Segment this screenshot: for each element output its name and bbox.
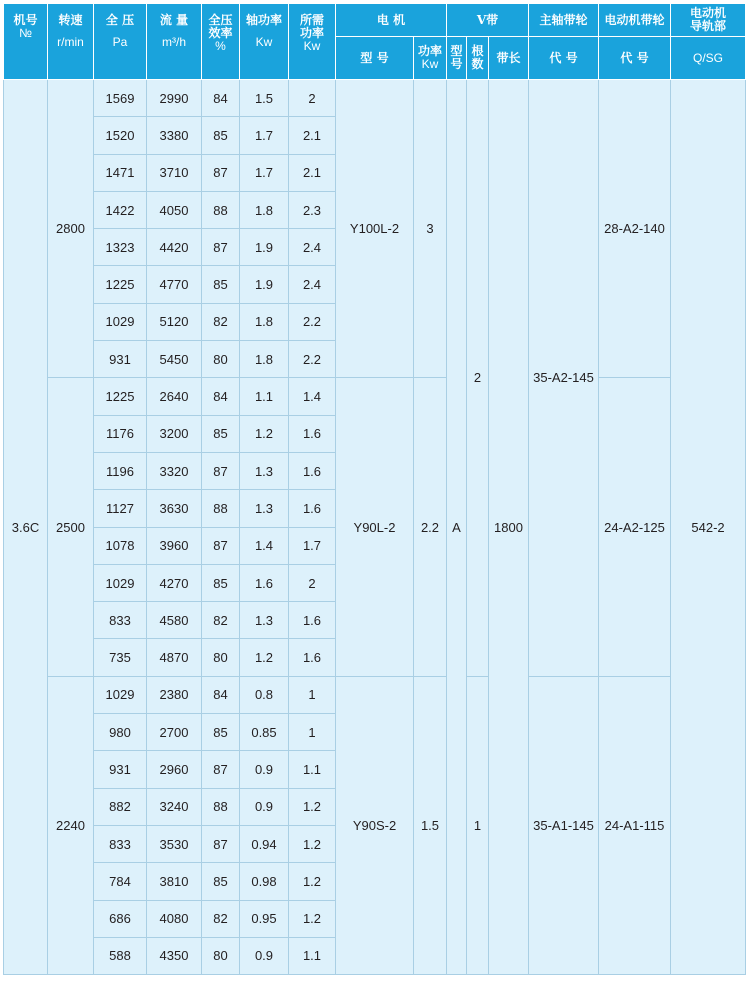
required-power-cell: 1.2 [289, 825, 336, 862]
efficiency-cell: 87 [202, 452, 240, 489]
header-required-power-unit: Kw [303, 39, 321, 53]
efficiency-cell: 88 [202, 490, 240, 527]
flow-cell: 3200 [147, 415, 202, 452]
header-required-power-label-2: 功率 [299, 26, 324, 40]
speed-cell: 2800 [48, 80, 94, 378]
header-pressure-label: 全 压 [105, 13, 135, 27]
flow-cell: 2990 [147, 80, 202, 117]
speed-cell: 2500 [48, 378, 94, 676]
pressure-cell: 1176 [94, 415, 147, 452]
efficiency-cell: 87 [202, 751, 240, 788]
pressure-cell: 1029 [94, 564, 147, 601]
model-no-cell: 3.6C [4, 80, 48, 975]
shaft-power-cell: 0.98 [240, 863, 289, 900]
required-power-cell: 1.6 [289, 452, 336, 489]
fan-spec-sheet [3, 3, 745, 1001]
belt-count-cell: 1 [467, 676, 489, 974]
main-pulley-cell: 35-A1-145 [529, 676, 599, 974]
shaft-power-cell: 1.4 [240, 527, 289, 564]
header-shaft-power-unit: Kw [255, 35, 273, 49]
header-rail-label-2: 导轨部 [689, 19, 726, 33]
efficiency-cell: 85 [202, 266, 240, 303]
efficiency-cell: 80 [202, 937, 240, 974]
required-power-cell: 1.2 [289, 788, 336, 825]
required-power-cell: 1.1 [289, 937, 336, 974]
shaft-power-cell: 1.7 [240, 117, 289, 154]
header-pressure [94, 4, 147, 80]
header-belt-count [467, 37, 489, 80]
flow-cell: 2700 [147, 714, 202, 751]
header-pressure-unit: Pa [112, 35, 128, 49]
pressure-cell: 1520 [94, 117, 147, 154]
shaft-power-cell: 1.3 [240, 602, 289, 639]
header-flow-label: 流 量 [159, 13, 189, 27]
pressure-cell: 1569 [94, 80, 147, 117]
belt-count-cell: 2 [467, 80, 489, 677]
motor-power-cell: 2.2 [414, 378, 447, 676]
flow-cell: 4420 [147, 229, 202, 266]
efficiency-cell: 84 [202, 378, 240, 415]
required-power-cell: 2.4 [289, 266, 336, 303]
header-model-no-symbol: № [19, 26, 32, 40]
efficiency-cell: 82 [202, 602, 240, 639]
flow-cell: 4050 [147, 191, 202, 228]
shaft-power-cell: 0.9 [240, 937, 289, 974]
required-power-cell: 2.2 [289, 341, 336, 378]
shaft-power-cell: 0.94 [240, 825, 289, 862]
required-power-cell: 1 [289, 676, 336, 713]
efficiency-cell: 80 [202, 639, 240, 676]
header-motor-model: 型 号 [336, 37, 414, 80]
efficiency-cell: 84 [202, 80, 240, 117]
flow-cell: 3960 [147, 527, 202, 564]
pressure-cell: 735 [94, 639, 147, 676]
efficiency-cell: 87 [202, 527, 240, 564]
header-required-power [289, 4, 336, 80]
header-flow [147, 4, 202, 80]
pressure-cell: 882 [94, 788, 147, 825]
motor-pulley-cell: 28-A2-140 [599, 80, 671, 378]
shaft-power-cell: 1.9 [240, 266, 289, 303]
pressure-cell: 931 [94, 751, 147, 788]
header-motor-pulley: 电动机带轮 [599, 4, 671, 37]
shaft-power-cell: 1.5 [240, 80, 289, 117]
header-motor-power-unit: Kw [421, 57, 439, 71]
flow-cell: 3810 [147, 863, 202, 900]
header-speed-label: 转速 [58, 13, 83, 27]
efficiency-cell: 85 [202, 714, 240, 751]
required-power-cell: 1.6 [289, 415, 336, 452]
shaft-power-cell: 0.9 [240, 751, 289, 788]
efficiency-cell: 87 [202, 229, 240, 266]
motor-model-cell: Y100L-2 [336, 80, 414, 378]
pressure-cell: 1225 [94, 378, 147, 415]
main-pulley-cell: 35-A2-145 [529, 80, 599, 677]
header-rail-code: Q/SG [671, 37, 746, 80]
header-efficiency-label-1: 全压 [208, 13, 233, 27]
shaft-power-cell: 1.3 [240, 490, 289, 527]
shaft-power-cell: 1.6 [240, 564, 289, 601]
header-vbelt: V带 [447, 4, 529, 37]
pressure-cell: 784 [94, 863, 147, 900]
header-efficiency [202, 4, 240, 80]
pressure-cell: 1422 [94, 191, 147, 228]
table-body [4, 80, 746, 975]
efficiency-cell: 88 [202, 788, 240, 825]
header-efficiency-label-2: 效率 [208, 26, 233, 40]
motor-pulley-cell: 24-A2-125 [599, 378, 671, 676]
required-power-cell: 2.1 [289, 154, 336, 191]
motor-model-cell: Y90L-2 [336, 378, 414, 676]
motor-model-cell: Y90S-2 [336, 676, 414, 974]
header-belt-type-1: 型 [450, 44, 463, 58]
required-power-cell: 2.3 [289, 191, 336, 228]
efficiency-cell: 87 [202, 825, 240, 862]
header-shaft-power [240, 4, 289, 80]
flow-cell: 5450 [147, 341, 202, 378]
pressure-cell: 980 [94, 714, 147, 751]
required-power-cell: 1.7 [289, 527, 336, 564]
shaft-power-cell: 1.9 [240, 229, 289, 266]
header-motor-power-label: 功率 [417, 44, 442, 58]
required-power-cell: 1.6 [289, 602, 336, 639]
required-power-cell: 1.2 [289, 900, 336, 937]
header-speed [48, 4, 94, 80]
header-rail [671, 4, 746, 37]
required-power-cell: 1 [289, 714, 336, 751]
pressure-cell: 588 [94, 937, 147, 974]
required-power-cell: 1.6 [289, 490, 336, 527]
pressure-cell: 1225 [94, 266, 147, 303]
efficiency-cell: 85 [202, 415, 240, 452]
shaft-power-cell: 1.2 [240, 415, 289, 452]
header-motor-power [414, 37, 447, 80]
motor-power-cell: 1.5 [414, 676, 447, 974]
flow-cell: 2380 [147, 676, 202, 713]
shaft-power-cell: 1.8 [240, 191, 289, 228]
header-belt-type [447, 37, 467, 80]
pressure-cell: 1323 [94, 229, 147, 266]
shaft-power-cell: 0.9 [240, 788, 289, 825]
flow-cell: 3630 [147, 490, 202, 527]
required-power-cell: 2.4 [289, 229, 336, 266]
rail-code-cell: 542-2 [671, 80, 746, 975]
shaft-power-cell: 1.1 [240, 378, 289, 415]
shaft-power-cell: 1.2 [240, 639, 289, 676]
header-belt-type-2: 号 [450, 57, 463, 71]
efficiency-cell: 87 [202, 154, 240, 191]
pressure-cell: 1029 [94, 303, 147, 340]
required-power-cell: 2 [289, 564, 336, 601]
pressure-cell: 1078 [94, 527, 147, 564]
fan-spec-table [3, 3, 746, 975]
pressure-cell: 1029 [94, 676, 147, 713]
table-row [4, 676, 746, 713]
flow-cell: 4870 [147, 639, 202, 676]
shaft-power-cell: 0.85 [240, 714, 289, 751]
header-motor: 电 机 [336, 4, 447, 37]
efficiency-cell: 88 [202, 191, 240, 228]
shaft-power-cell: 0.8 [240, 676, 289, 713]
flow-cell: 4080 [147, 900, 202, 937]
header-belt-count-1: 根 [471, 44, 484, 58]
flow-cell: 3710 [147, 154, 202, 191]
pressure-cell: 931 [94, 341, 147, 378]
efficiency-cell: 85 [202, 564, 240, 601]
header-efficiency-unit: % [215, 39, 226, 53]
header-motor-pulley-code: 代 号 [599, 37, 671, 80]
header-model-no [4, 4, 48, 80]
motor-pulley-cell: 24-A1-115 [599, 676, 671, 974]
pressure-cell: 686 [94, 900, 147, 937]
pressure-cell: 1196 [94, 452, 147, 489]
flow-cell: 4350 [147, 937, 202, 974]
pressure-cell: 833 [94, 825, 147, 862]
efficiency-cell: 85 [202, 117, 240, 154]
required-power-cell: 1.2 [289, 863, 336, 900]
header-rail-label-1: 电动机 [689, 6, 726, 20]
belt-length-cell: 1800 [489, 80, 529, 975]
pressure-cell: 833 [94, 602, 147, 639]
required-power-cell: 1.6 [289, 639, 336, 676]
header-required-power-label-1: 所需 [299, 13, 324, 27]
header-main-pulley: 主轴带轮 [529, 4, 599, 37]
speed-cell: 2240 [48, 676, 94, 974]
flow-cell: 3530 [147, 825, 202, 862]
pressure-cell: 1471 [94, 154, 147, 191]
motor-power-cell: 3 [414, 80, 447, 378]
required-power-cell: 2.2 [289, 303, 336, 340]
shaft-power-cell: 1.7 [240, 154, 289, 191]
efficiency-cell: 84 [202, 676, 240, 713]
flow-cell: 3380 [147, 117, 202, 154]
header-shaft-power-label: 轴功率 [245, 13, 282, 27]
flow-cell: 4270 [147, 564, 202, 601]
header-main-pulley-code: 代 号 [529, 37, 599, 80]
efficiency-cell: 85 [202, 863, 240, 900]
header-belt-length: 带长 [489, 37, 529, 80]
table-row [4, 378, 746, 415]
flow-cell: 3320 [147, 452, 202, 489]
header-belt-count-2: 数 [471, 57, 484, 71]
flow-cell: 2640 [147, 378, 202, 415]
shaft-power-cell: 1.8 [240, 303, 289, 340]
flow-cell: 5120 [147, 303, 202, 340]
header-speed-unit: r/min [57, 35, 84, 49]
header-model-no-label: 机号 [13, 13, 38, 27]
required-power-cell: 2 [289, 80, 336, 117]
header-flow-unit: m³/h [162, 35, 186, 49]
belt-type-cell: A [447, 80, 467, 975]
required-power-cell: 1.4 [289, 378, 336, 415]
table-header [4, 4, 746, 80]
required-power-cell: 1.1 [289, 751, 336, 788]
flow-cell: 4770 [147, 266, 202, 303]
table-row [4, 80, 746, 117]
required-power-cell: 2.1 [289, 117, 336, 154]
flow-cell: 2960 [147, 751, 202, 788]
efficiency-cell: 82 [202, 303, 240, 340]
shaft-power-cell: 1.8 [240, 341, 289, 378]
flow-cell: 4580 [147, 602, 202, 639]
efficiency-cell: 82 [202, 900, 240, 937]
shaft-power-cell: 0.95 [240, 900, 289, 937]
flow-cell: 3240 [147, 788, 202, 825]
pressure-cell: 1127 [94, 490, 147, 527]
efficiency-cell: 80 [202, 341, 240, 378]
shaft-power-cell: 1.3 [240, 452, 289, 489]
